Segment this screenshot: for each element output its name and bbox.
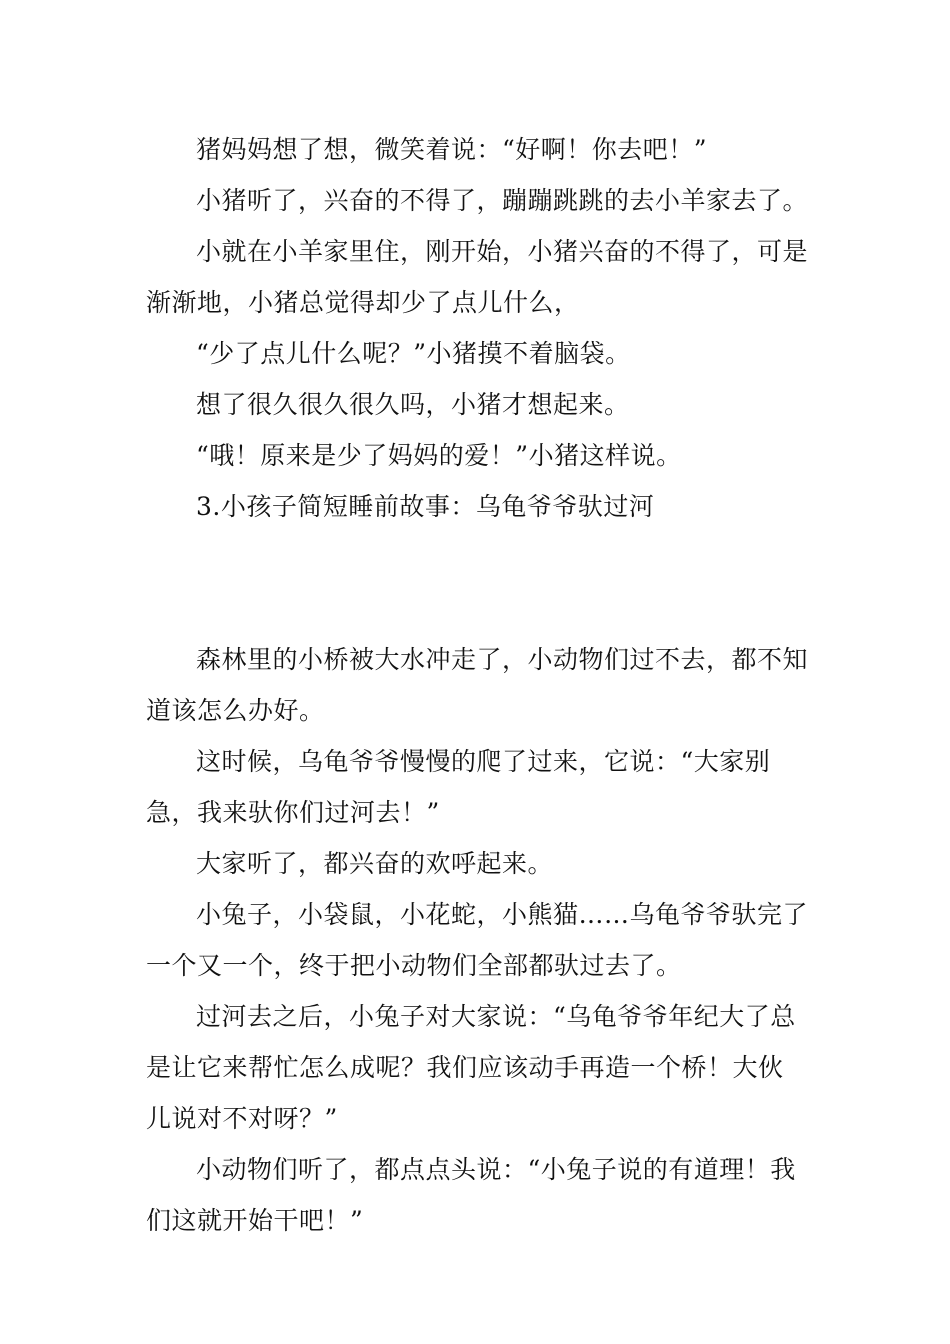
paragraph: 过河去之后，小兔子对大家说：“乌龟爷爷年纪大了总是让它来帮忙怎么成呢？我们应该动手再造一个桥！大伙儿说对不对呀？” [146,1002,796,1133]
paragraph: 森林里的小桥被大水冲走了，小动物们过不去，都不知道该怎么办好。 [146,645,809,725]
paragraph: 小猪听了，兴奋的不得了，蹦蹦跳跳的去小羊家去了。 [196,186,809,215]
paragraph: 猪妈妈想了想，微笑着说：“好啊！你去吧！” [196,135,708,164]
paragraph: 小就在小羊家里住，刚开始，小猪兴奋的不得了，可是渐渐地，小猪总觉得却少了点儿什么， [146,237,809,317]
paragraph: “少了点儿什么呢？”小猪摸不着脑袋。 [196,339,631,368]
paragraph: 想了很久很久很久吗，小猪才想起来。 [196,390,630,419]
document-body [146,124,808,1246]
paragraph: “哦！原来是少了妈妈的爱！”小猪这样说。 [196,441,682,470]
paragraph: 大家听了，都兴奋的欢呼起来。 [196,849,554,878]
section-heading: 3.小孩子简短睡前故事：乌龟爷爷驮过河 [196,492,655,521]
paragraph: 小兔子，小袋鼠，小花蛇，小熊猫……乌龟爷爷驮完了一个又一个，终于把小动物们全部都驮过去了。 [146,900,809,980]
paragraph: 这时候，乌龟爷爷慢慢的爬了过来，它说：“大家别急，我来驮你们过河去！” [146,747,771,827]
blank-gap [146,532,808,634]
paragraph: 小动物们听了，都点点头说：“小兔子说的有道理！我们这就开始干吧！” [146,1155,796,1235]
